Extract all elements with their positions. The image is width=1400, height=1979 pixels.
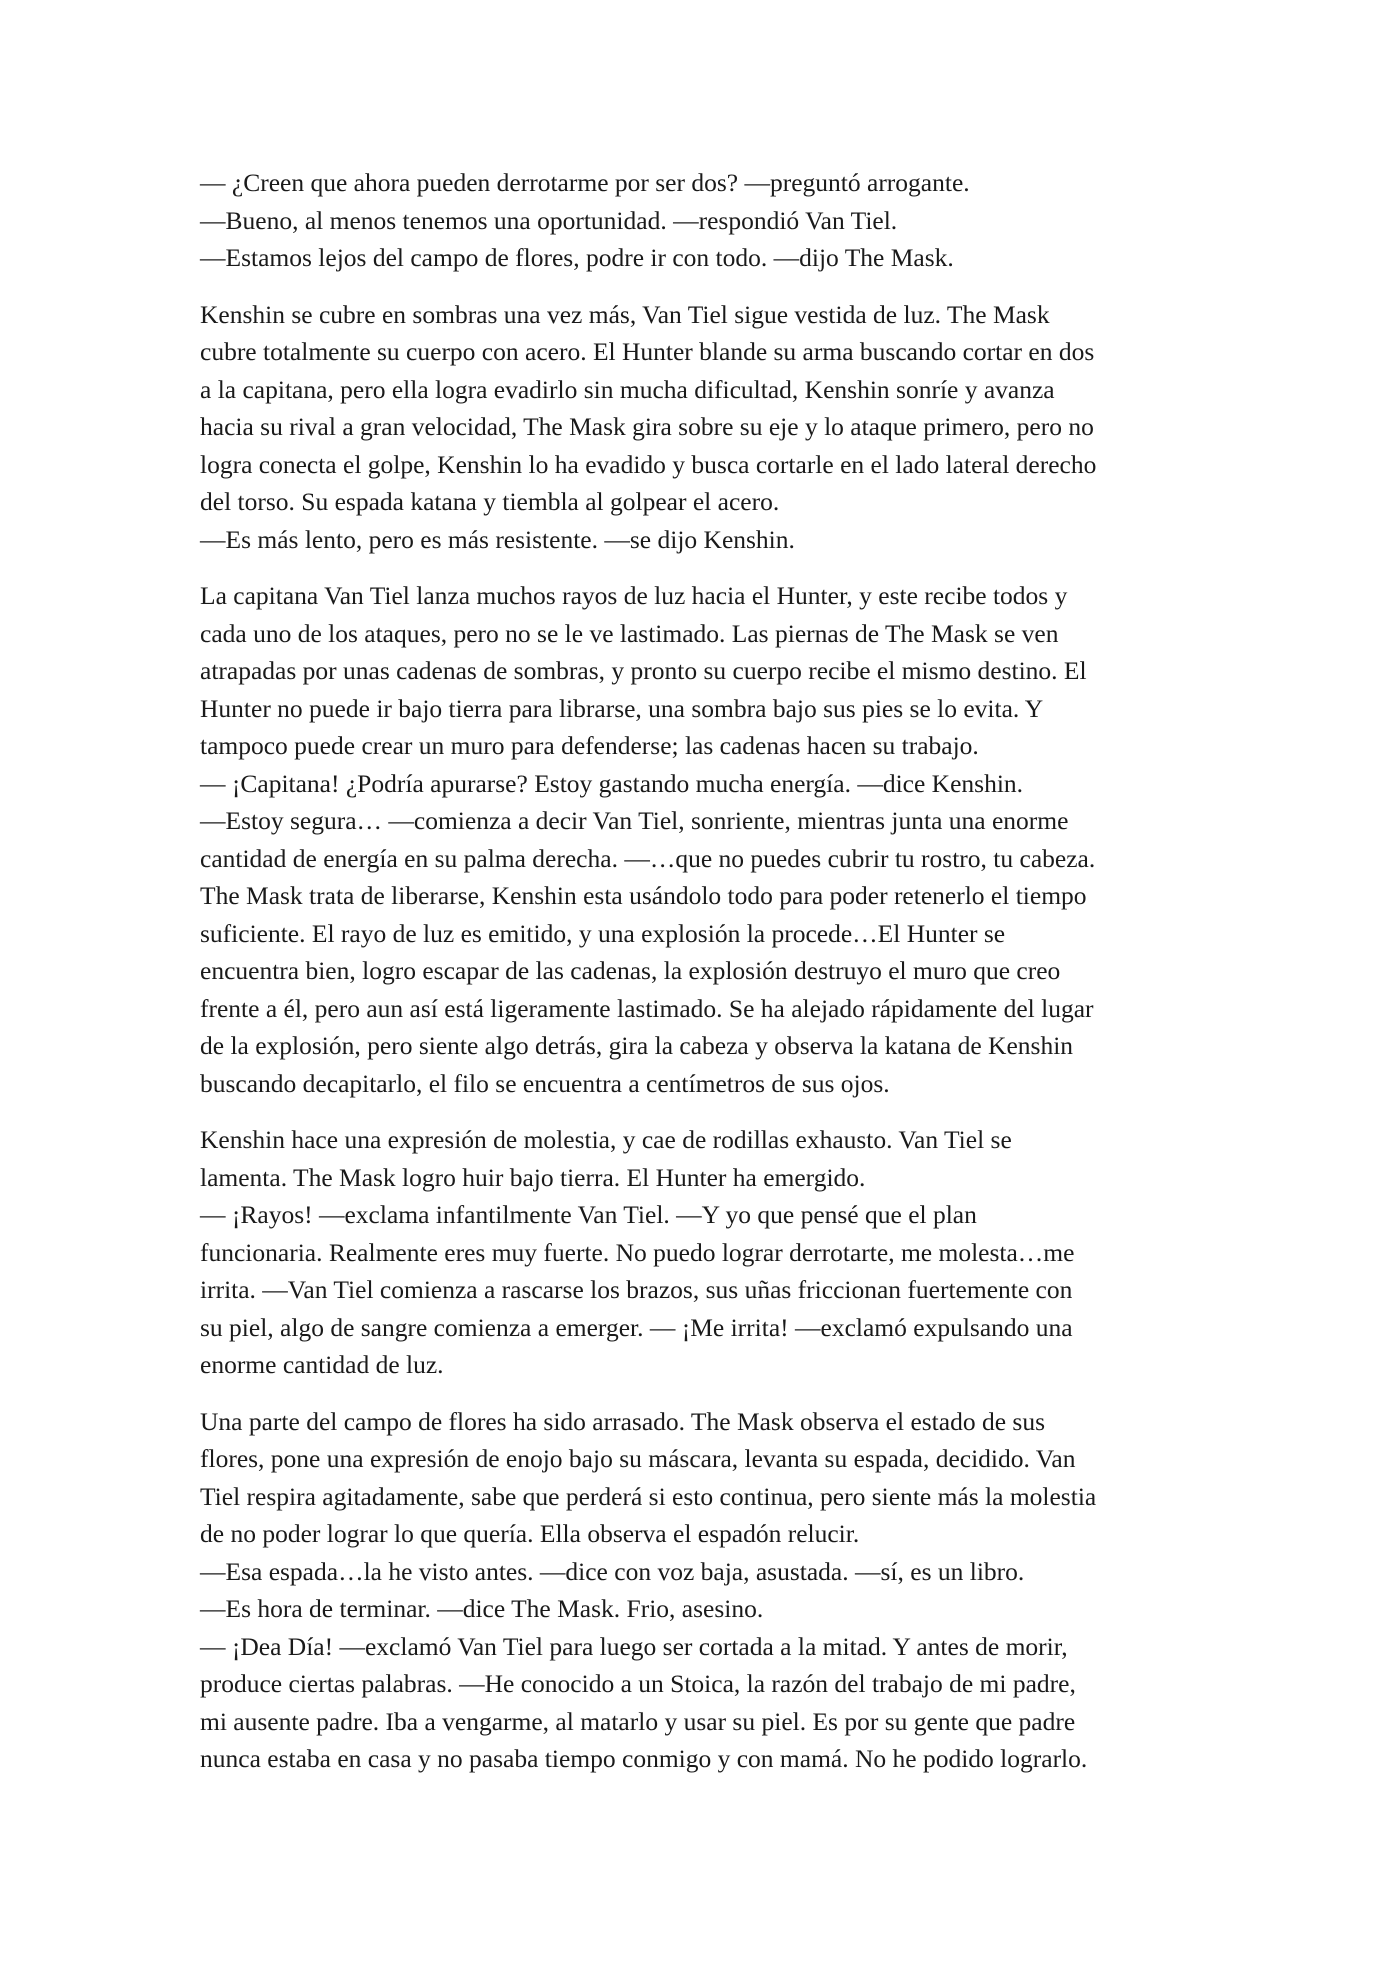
text-line: del torso. Su espada katana y tiembla al golpear el acero. — [200, 487, 780, 516]
text-line: La capitana Van Tiel lanza muchos rayos de luz hacia el Hunter, y este recibe todos y — [200, 581, 1068, 610]
text-line: tampoco puede crear un muro para defenderse; las cadenas hacen su trabajo. — [200, 731, 979, 760]
text-line: cantidad de energía en su palma derecha. —…que no puedes cubrir tu rostro, tu cabeza. — [200, 843, 1096, 873]
text-line: Kenshin se cubre en sombras una vez más, Van Tiel sigue vestida de luz. The Mask — [200, 299, 1050, 329]
text-line: flores, pone una expresión de enojo bajo su máscara, levanta su espada, decidido. Van — [200, 1444, 1076, 1473]
text-line: de la explosión, pero siente algo detrás, gira la cabeza y observa la katana de Kenshin — [200, 1031, 1074, 1060]
text-line: suficiente. El rayo de luz es emitido, y una explosión la procede…El Hunter se — [200, 918, 1006, 948]
text-line: logra conecta el golpe, Kenshin lo ha evadido y busca cortarle en el lado lateral derecho — [200, 449, 1097, 479]
text-line: su piel, algo de sangre comienza a emerger. — ¡Me irrita! —exclamó expulsando una — [200, 1312, 1073, 1342]
text-line: — ¿Creen que ahora pueden derrotarme por ser dos? —preguntó arrogante. — [200, 168, 970, 197]
text-line: hacia su rival a gran velocidad, The Mask gira sobre su eje y lo ataque primero, pero no — [200, 412, 1094, 441]
text-line: funcionaria. Realmente eres muy fuerte. No puedo lograr derrotarte, me molesta…me — [200, 1237, 1075, 1267]
document-body — [200, 164, 1210, 1797]
paragraph — [200, 164, 1210, 277]
text-line: atrapadas por unas cadenas de sombras, y pronto su cuerpo recibe el mismo destino. El — [200, 656, 1087, 685]
text-line: —Estamos lejos del campo de flores, podre ir con todo. —dijo The Mask. — [200, 243, 954, 272]
paragraph — [200, 1403, 1210, 1778]
text-line: Tiel respira agitadamente, sabe que perderá si esto continua, pero siente más la molestia — [200, 1481, 1097, 1511]
text-line: —Estoy segura… —comienza a decir Van Tiel, sonriente, mientras junta una enorme — [200, 806, 1069, 835]
text-line: —Esa espada…la he visto antes. —dice con voz baja, asustada. —sí, es un libro. — [200, 1556, 1025, 1586]
text-line: lamenta. The Mask logro huir bajo tierra. El Hunter ha emergido. — [200, 1162, 866, 1192]
text-line: frente a él, pero aun así está ligeramente lastimado. Se ha alejado rápidamente del lugar — [200, 993, 1094, 1023]
text-line: The Mask trata de liberarse, Kenshin esta usándolo todo para poder retenerlo el tiempo — [200, 881, 1087, 910]
text-line: — ¡Dea Día! —exclamó Van Tiel para luego ser cortada a la mitad. Y antes de morir, — [200, 1631, 1068, 1661]
paragraph — [200, 1121, 1210, 1384]
text-line: — ¡Capitana! ¿Podría apurarse? Estoy gastando mucha energía. —dice Kenshin. — [200, 768, 1024, 798]
text-line: buscando decapitarlo, el filo se encuentra a centímetros de sus ojos. — [200, 1068, 890, 1098]
text-line: Hunter no puede ir bajo tierra para librarse, una sombra bajo sus pies se lo evita. Y — [200, 693, 1044, 723]
text-line: irrita. —Van Tiel comienza a rascarse los brazos, sus uñas friccionan fuertemente con — [200, 1275, 1073, 1304]
text-line: —Bueno, al menos tenemos una oportunidad. —respondió Van Tiel. — [200, 205, 898, 235]
text-line: —Es más lento, pero es más resistente. —se dijo Kenshin. — [200, 524, 795, 554]
text-line: a la capitana, pero ella logra evadirlo sin mucha dificultad, Kenshin sonríe y avanza — [200, 374, 1055, 404]
text-line: mi ausente padre. Iba a vengarme, al matarlo y usar su piel. Es por su gente que padre — [200, 1706, 1076, 1736]
text-line: nunca estaba en casa y no pasaba tiempo conmigo y con mamá. No he podido lograrlo. — [200, 1744, 1088, 1773]
paragraph — [200, 577, 1210, 1102]
text-line: produce ciertas palabras. —He conocido a un Stoica, la razón del trabajo de mi padre, — [200, 1669, 1076, 1698]
text-line: — ¡Rayos! —exclama infantilmente Van Tiel. —Y yo que pensé que el plan — [200, 1200, 977, 1229]
text-line: —Es hora de terminar. —dice The Mask. Frio, asesino. — [200, 1594, 764, 1623]
paragraph — [200, 296, 1210, 559]
text-line: enorme cantidad de luz. — [200, 1350, 444, 1379]
text-line: cubre totalmente su cuerpo con acero. El Hunter blande su arma buscando cortar en dos — [200, 337, 1095, 366]
text-line: cada uno de los ataques, pero no se le ve lastimado. Las piernas de The Mask se ven — [200, 618, 1059, 648]
text-line: Una parte del campo de flores ha sido arrasado. The Mask observa el estado de sus — [200, 1406, 1045, 1436]
text-line: de no poder lograr lo que quería. Ella observa el espadón relucir. — [200, 1519, 860, 1548]
text-line: Kenshin hace una expresión de molestia, y cae de rodillas exhausto. Van Tiel se — [200, 1125, 1012, 1154]
text-line: encuentra bien, logro escapar de las cadenas, la explosión destruyo el muro que creo — [200, 956, 1061, 985]
